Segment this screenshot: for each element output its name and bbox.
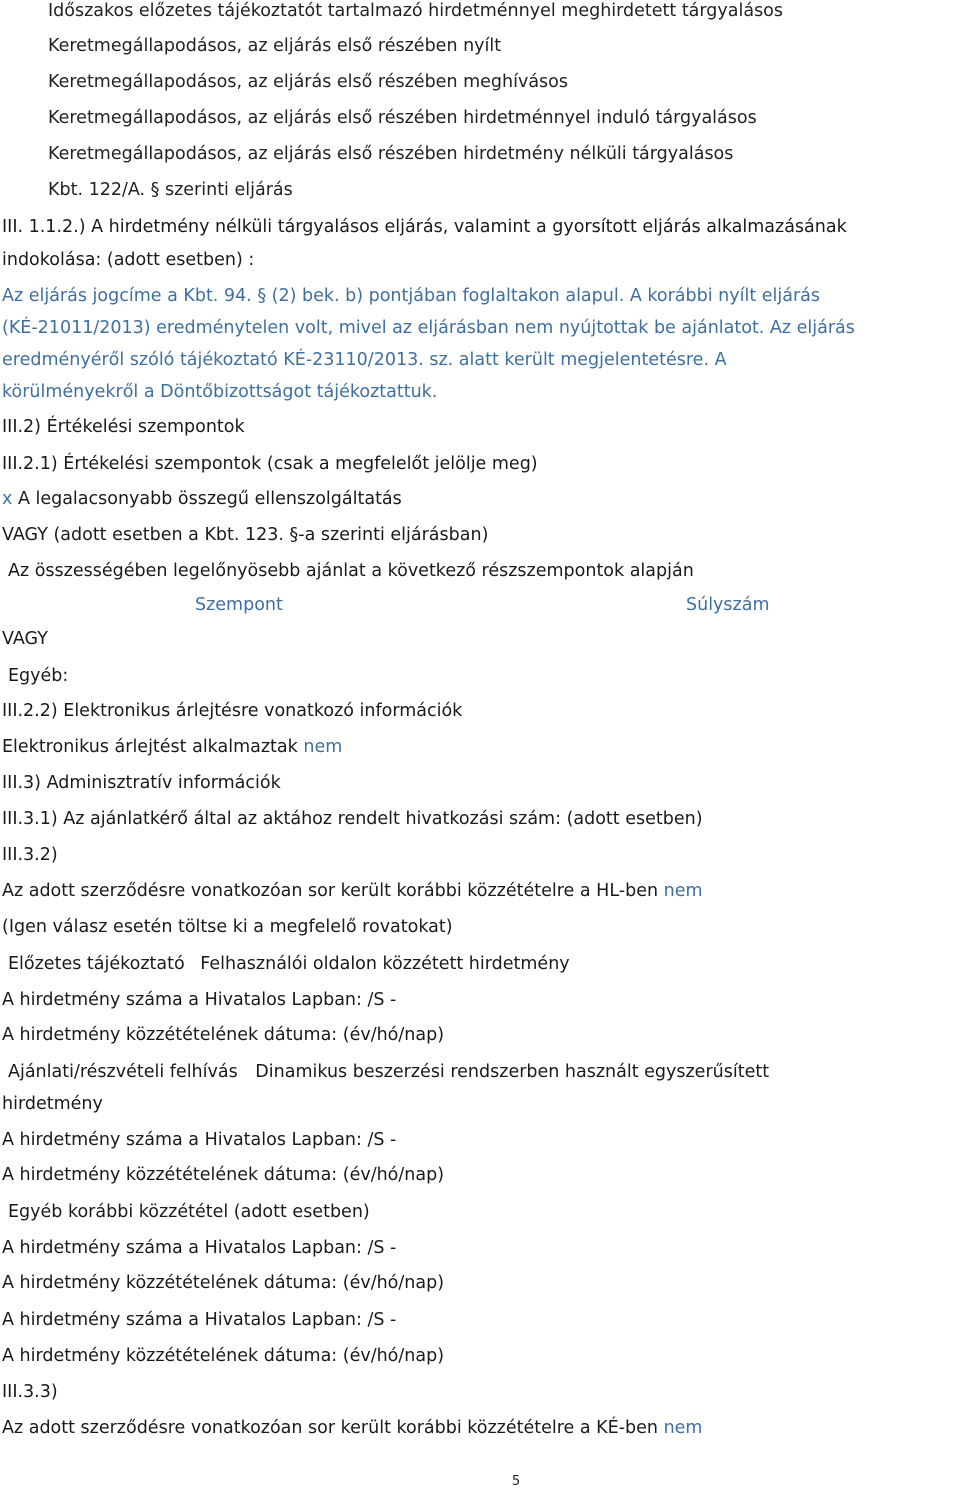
buyer-profile-option: Felhasználói oldalon közzétett hirdetmény (200, 954, 570, 974)
notice-number-label: A hirdetmény száma a Hivatalos Lapban: /S - (2, 990, 397, 1010)
instruction-text: (Igen válasz esetén töltse ki a megfelelő rovatokat) (2, 917, 453, 937)
criteria-option-lowest-price (2, 487, 402, 511)
notice-date-label: A hirdetmény közzétételének dátuma: (év/hó/nap) (2, 1273, 445, 1293)
option-label: A legalacsonyabb összegű ellenszolgáltatás (17, 489, 402, 509)
procedure-type-item: Kbt. 122/A. § szerinti eljárás (48, 180, 293, 200)
other-label: Egyéb: (8, 666, 69, 686)
justification-text: (KÉ-21011/2013) eredménytelen volt, mivel az eljárásban nem nyújtottak be ajánlatot. Az eljárás (2, 318, 855, 338)
notice-number-label: A hirdetmény száma a Hivatalos Lapban: /S - (2, 1310, 397, 1330)
subsection-heading: III.3.2) (2, 845, 58, 865)
justification-text: körülményekről a Döntőbizottságot tájékoztattuk. (2, 382, 438, 402)
procedure-type-item: Keretmegállapodásos, az eljárás első részében hirdetménnyel induló tárgyalásos (48, 108, 757, 128)
section-heading: III.2) Értékelési szempontok (2, 417, 245, 437)
procedure-type-item: Keretmegállapodásos, az eljárás első részében nyílt (48, 36, 502, 56)
subsection-heading: III.2.1) Értékelési szempontok (csak a megfelelőt jelölje meg) (2, 454, 538, 474)
procedure-type-item: Időszakos előzetes tájékoztatót tartalmazó hirdetménnyel meghirdetett tárgyalásos (48, 1, 784, 21)
invitation-option: Ajánlati/részvételi felhívás (8, 1062, 238, 1082)
notice-date-label: A hirdetmény közzétételének dátuma: (év/hó/nap) (2, 1025, 445, 1045)
other-publication-option: Egyéb korábbi közzététel (adott esetben) (8, 1202, 370, 1222)
or-text: VAGY (2, 629, 48, 649)
dps-option-cont: hirdetmény (2, 1094, 103, 1114)
ke-publication-value: nem (663, 1418, 703, 1438)
e-auction-row (2, 735, 342, 759)
previous-publication-row (2, 879, 703, 903)
publication-options (8, 1060, 769, 1084)
notice-date-label: A hirdetmény közzétételének dátuma: (év/hó/nap) (2, 1165, 445, 1185)
ke-publication-label: Az adott szerződésre vonatkozóan sor került korábbi közzétételre a KÉ-ben (2, 1418, 658, 1438)
publication-options (8, 952, 570, 976)
section-heading-cont: indokolása: (adott esetben) : (2, 250, 255, 270)
ke-publication-row (2, 1416, 702, 1440)
selected-mark: x (2, 489, 13, 509)
page-number: 5 (511, 1474, 521, 1489)
or-text: VAGY (adott esetben a Kbt. 123. §-a szerinti eljárásban) (2, 525, 489, 545)
justification-text: eredményéről szóló tájékoztató KÉ-23110/2013. sz. alatt került megjelentetésre. A (2, 350, 727, 370)
dps-option: Dinamikus beszerzési rendszerben használt egyszerűsített (255, 1062, 770, 1082)
notice-date-label: A hirdetmény közzétételének dátuma: (év/hó/nap) (2, 1346, 445, 1366)
column-header-weight: Súlyszám (686, 595, 770, 615)
reference-number-label: III.3.1) Az ajánlatkérő által az aktához rendelt hivatkozási szám: (adott esetben) (2, 809, 703, 829)
notice-number-label: A hirdetmény száma a Hivatalos Lapban: /S - (2, 1238, 397, 1258)
justification-text: Az eljárás jogcíme a Kbt. 94. § (2) bek. b) pontjában foglaltakon alapul. A korábbi nyílt eljárás (2, 286, 820, 306)
e-auction-value: nem (303, 737, 343, 757)
e-auction-label: Elektronikus árlejtést alkalmaztak (2, 737, 298, 757)
previous-publication-value: nem (663, 881, 703, 901)
criteria-option-best-value: Az összességében legelőnyösebb ajánlat a következő részszempontok alapján (8, 561, 694, 581)
column-header-criterion: Szempont (195, 595, 283, 615)
section-heading: III.2.2) Elektronikus árlejtésre vonatkozó információk (2, 701, 463, 721)
prior-information-option: Előzetes tájékoztató (8, 954, 185, 974)
section-heading: III.3) Adminisztratív információk (2, 773, 281, 793)
section-heading: III. 1.1.2.) A hirdetmény nélküli tárgyalásos eljárás, valamint a gyorsított eljárás alkalmazásának (2, 217, 847, 237)
procedure-type-item: Keretmegállapodásos, az eljárás első részében hirdetmény nélküli tárgyalásos (48, 144, 734, 164)
subsection-heading: III.3.3) (2, 1382, 58, 1402)
previous-publication-label: Az adott szerződésre vonatkozóan sor került korábbi közzétételre a HL-ben (2, 881, 659, 901)
procedure-type-item: Keretmegállapodásos, az eljárás első részében meghívásos (48, 72, 568, 92)
notice-number-label: A hirdetmény száma a Hivatalos Lapban: /S - (2, 1130, 397, 1150)
